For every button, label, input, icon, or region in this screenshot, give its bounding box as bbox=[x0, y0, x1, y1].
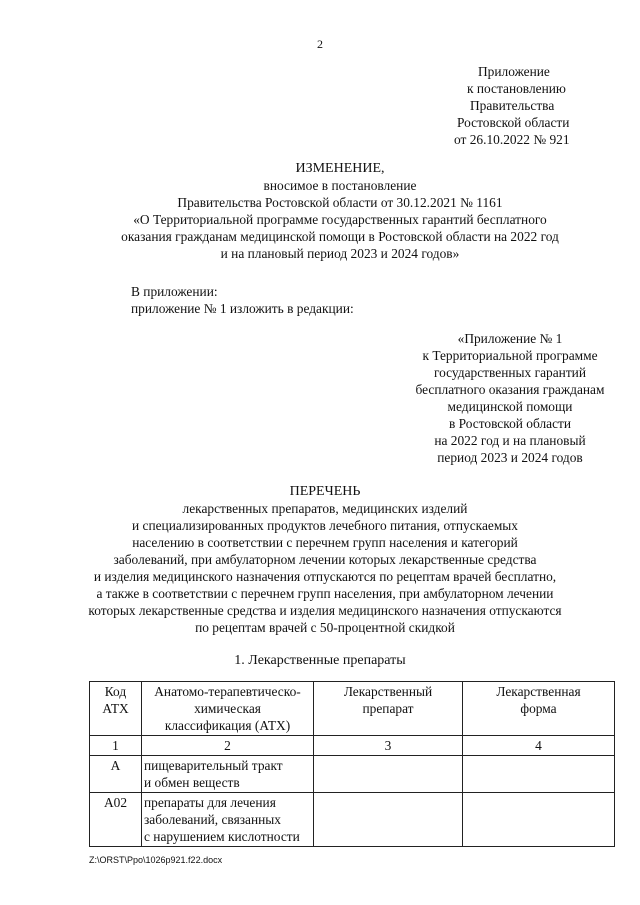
list-description-line: лекарственных препаратов, медицинских изделий bbox=[182, 501, 468, 516]
header-classification bbox=[142, 682, 314, 736]
appendix-1-line: период 2023 и 2024 годов bbox=[437, 450, 583, 465]
page-number: 2 bbox=[317, 37, 323, 51]
section-title: 1. Лекарственные препараты bbox=[234, 653, 406, 668]
appendix-header-line: от 26.10.2022 № 921 bbox=[454, 132, 570, 147]
list-description-line: и специализированных продуктов лечебного питания, отпускаемых bbox=[131, 518, 519, 533]
cell-code: А02 bbox=[90, 793, 142, 847]
header-form bbox=[463, 682, 615, 736]
list-description-line: а также в соответствии с перечнем групп населения, при амбулаторном лечении bbox=[96, 586, 554, 601]
appendix-1-line: «Приложение № 1 bbox=[457, 331, 563, 346]
list-description-line: населению в соответствии с перечнем групп населения и категорий bbox=[132, 535, 518, 550]
footer-file-path: Z:\ORST\Ppo\1026p921.f22.docx bbox=[89, 855, 223, 865]
header-line: химическая bbox=[194, 701, 261, 716]
cell-line: заболеваний, связанных bbox=[144, 812, 281, 827]
intro-line: В приложении: bbox=[131, 284, 218, 299]
list-description-line: по рецептам врачей с 50-процентной скидкой bbox=[195, 620, 455, 635]
header-drug bbox=[314, 682, 463, 736]
column-number: 1 bbox=[90, 736, 142, 756]
header-line: Анатомо-терапевтическо- bbox=[154, 684, 301, 699]
subtitle-line: оказания гражданам медицинской помощи в Ростовской области на 2022 год bbox=[121, 229, 559, 244]
header-line: Лекарственная bbox=[496, 684, 581, 699]
appendix-1-line: в Ростовской области bbox=[448, 416, 572, 431]
appendix-1-line: бесплатного оказания гражданам bbox=[415, 382, 605, 397]
cell-drug bbox=[314, 756, 463, 793]
column-number: 2 bbox=[142, 736, 314, 756]
document-title: ИЗМЕНЕНИЕ, bbox=[295, 161, 385, 176]
appendix-header-line: Приложение bbox=[478, 64, 550, 79]
subtitle-line: Правительства Ростовской области от 30.12.2021 № 1161 bbox=[177, 195, 503, 210]
appendix-header-line: к постановлению bbox=[467, 81, 566, 96]
appendix-1-line: на 2022 год и на плановый bbox=[434, 433, 586, 448]
subtitle-line: вносимое в постановление bbox=[263, 178, 417, 193]
intro-paragraph bbox=[131, 283, 354, 317]
list-description-line: и изделия медицинского назначения отпускаются по рецептам врачей бесплатно, bbox=[93, 569, 557, 584]
header-line: Лекарственный bbox=[343, 684, 433, 699]
cell-form bbox=[463, 793, 615, 847]
cell-form bbox=[463, 756, 615, 793]
appendix-1-line: государственных гарантий bbox=[433, 365, 587, 380]
appendix-1-line: медицинской помощи bbox=[447, 399, 573, 414]
intro-line: приложение № 1 изложить в редакции: bbox=[131, 301, 354, 316]
appendix-header-line: Ростовской области bbox=[457, 115, 570, 130]
appendix-1-header bbox=[360, 330, 640, 466]
header-line: АТХ bbox=[102, 701, 129, 716]
table-row bbox=[90, 756, 615, 793]
list-description-line: которых лекарственные средства и изделия медицинского назначения отпускаются bbox=[88, 603, 562, 618]
cell-classification bbox=[142, 793, 314, 847]
subtitle-line: и на плановый период 2023 и 2024 годов» bbox=[220, 246, 460, 261]
appendix-header-line: Правительства bbox=[470, 98, 555, 113]
cell-line: пищеварительный тракт bbox=[144, 758, 283, 773]
header-line: форма bbox=[520, 701, 557, 716]
atx-table bbox=[89, 681, 615, 847]
cell-line: с нарушением кислотности bbox=[144, 829, 300, 844]
list-block bbox=[60, 483, 590, 636]
amendment-title-block bbox=[60, 160, 620, 262]
header-line: препарат bbox=[362, 701, 414, 716]
column-number: 3 bbox=[314, 736, 463, 756]
list-description-line: заболеваний, при амбулаторном лечении которых лекарственные средства bbox=[113, 552, 537, 567]
header-line: классификация (АТХ) bbox=[164, 718, 291, 733]
table-row bbox=[90, 793, 615, 847]
appendix-header bbox=[420, 63, 640, 148]
header-code-atx bbox=[90, 682, 142, 736]
table-number-row bbox=[90, 736, 615, 756]
cell-line: и обмен веществ bbox=[144, 775, 240, 790]
cell-code: А bbox=[90, 756, 142, 793]
table-header-row bbox=[90, 682, 615, 736]
appendix-1-line: к Территориальной программе bbox=[422, 348, 598, 363]
subtitle-line: «О Территориальной программе государственных гарантий бесплатного bbox=[133, 212, 547, 227]
cell-line: препараты для лечения bbox=[144, 795, 276, 810]
column-number: 4 bbox=[463, 736, 615, 756]
header-line: Код bbox=[104, 684, 127, 699]
cell-classification bbox=[142, 756, 314, 793]
cell-drug bbox=[314, 793, 463, 847]
list-title: ПЕРЕЧЕНЬ bbox=[289, 484, 361, 499]
